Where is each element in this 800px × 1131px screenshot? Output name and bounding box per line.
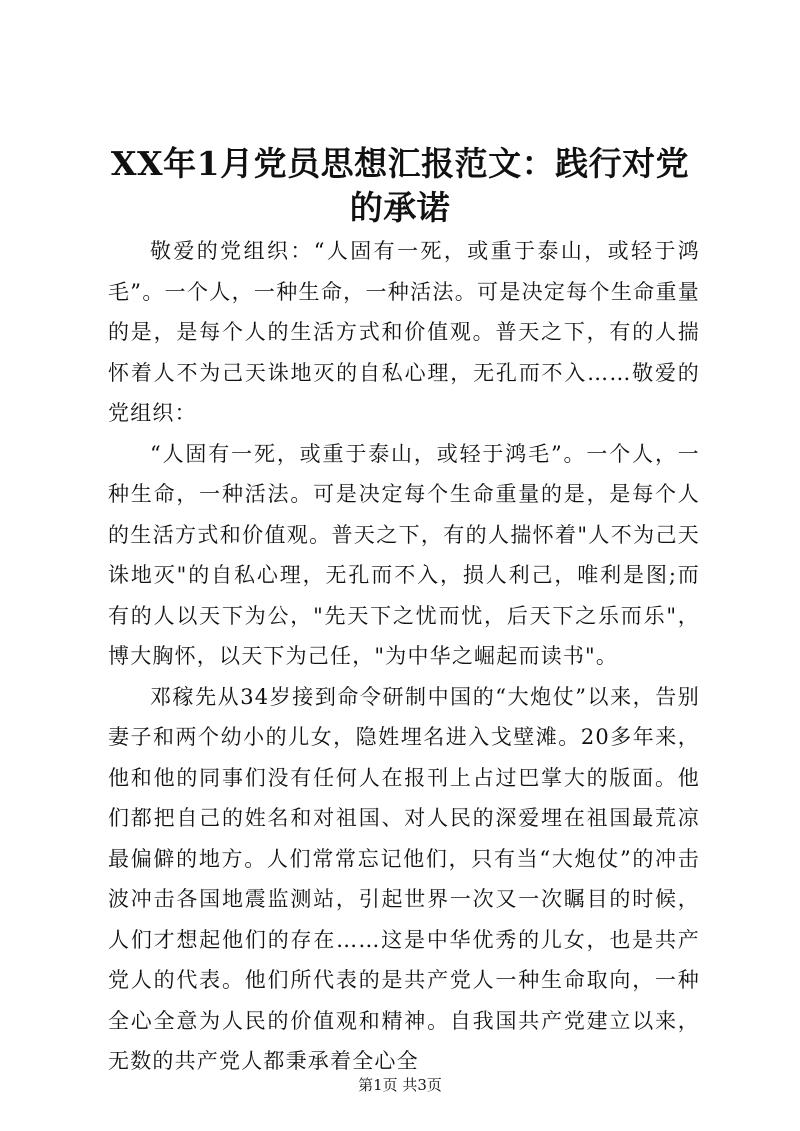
document-title: XX年1月党员思想汇报范文：践行对党的承诺 xyxy=(110,144,690,227)
page-footer: 第1页 共3页 xyxy=(358,1076,442,1094)
document-body xyxy=(108,231,700,1082)
paragraph-3: 邓稼先从34岁接到命令研制中国的“大炮仗”以来，告别妻子和两个幼小的儿女，隐姓埋名进入戈壁滩。20多年来，他和他的同事们没有任何人在报刊上占过巴掌大的版面。他们都把自己的姓名和对祖国、对人民的深爱埋在祖国最荒凉最偏僻的地方。人们常常忘记他们，只有当“大炮仗”的冲击波冲击各国地震监测站，引起世界一次又一次瞩目的时候，人们才想起他们的存在……这是中华优秀的儿女，也是共产党人的代表。他们所代表的是共产党人一种生命取向，一种全心全意为人民的价值观和精神。自我国共产党建立以来，无数的共产党人都秉承着全心全 xyxy=(108,684,700,1073)
paragraph-1: 敬爱的党组织：“人固有一死，或重于泰山，或轻于鸿毛”。一个人，一种生命，一种活法。可是决定每个生命重量的是，是每个人的生活方式和价值观。普天之下，有的人揣怀着人不为己天诛地灭的自私心理，无孔而不入……敬爱的党组织： xyxy=(108,239,700,425)
paragraph-2: “人固有一死，或重于泰山，或轻于鸿毛”。一个人，一种生命，一种活法。可是决定每个生命重量的是，是每个人的生活方式和价值观。普天之下，有的人揣怀着"人不为己天诛地灭"的自私心理，无孔而不入，损人利己，唯利是图;而有的人以天下为公，"先天下之忧而忧，后天下之乐而乐"，博大胸怀，以天下为己任，"为中华之崛起而读书"。 xyxy=(108,441,700,668)
